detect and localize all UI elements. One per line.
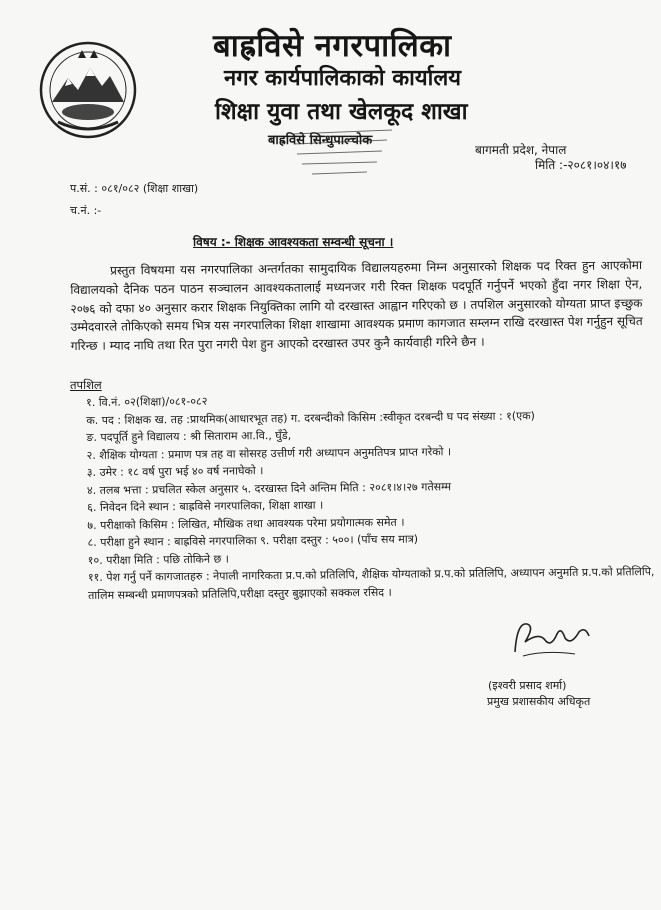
- section-name: शिक्षा युवा तथा खेलकूद शाखा: [215, 99, 468, 125]
- municipality-emblem-icon: [38, 40, 138, 140]
- list-item: ८. परीक्षा हुने स्थान : बाह्रविसे नगरपालिका ९. परीक्षा दस्तुर : ५००। (पाँच सय मात्र): [87, 532, 419, 549]
- list-item: ७. परीक्षाको किसिम : लिखित, मौखिक तथा आवश्यक परेमा प्रयोगात्मक समेत ।: [87, 515, 405, 532]
- notice-subject: विषय :- शिक्षक आवश्यकता सम्वन्धी सूचना ।: [193, 235, 394, 249]
- office-name: नगर कार्यपालिकाको कार्यालय: [224, 66, 461, 91]
- list-item: ङ. पदपूर्ति हुने विद्यालय : श्री सिताराम आ.वि., घुँडे,: [86, 428, 292, 444]
- details-list: [86, 388, 658, 604]
- signatory-name: (इश्वरी प्रसाद शर्मा): [488, 679, 567, 692]
- province-address: बागमती प्रदेश, नेपाल: [475, 143, 567, 157]
- notice-body: [70, 256, 643, 356]
- list-item: १. वि.नं. ०२(शिक्षा)/०८१-०८२: [86, 394, 208, 409]
- municipality-name: बाह्रविसे नगरपालिका: [213, 28, 452, 64]
- office-address: बाह्रविसे सिन्धुपाल्चोक: [268, 133, 373, 148]
- signature-icon: [505, 612, 595, 662]
- office-stamp-icon: [282, 126, 402, 186]
- list-item: ३. उमेर : १८ वर्ष पुरा भई ४० वर्ष ननाघेको ।: [86, 464, 264, 479]
- list-item: ६. निवेदन दिने स्थान : बाह्रविसे नगरपालिका, शिक्षा शाखा ।: [87, 498, 324, 514]
- notice-date: मिति :-२०८१।०४।१७: [535, 158, 627, 172]
- chalani-number: च.नं. :-: [70, 204, 102, 217]
- body-text: प्रस्तुत विषयमा यस नगरपालिका अन्तर्गतका सामुदायिक विद्यालयहरुमा निम्न अनुसारको शिक्षक पद रिक्त हुन आएकोमा विद्यालयको दैनिक पठन पाठन सञ्चालन आवश्यकतालाई मध्यनजर गरी रिक्त शिक्षक पदपूर्ति गर्नुपर्ने भएकाे हुँदा नगर शिक्षा ऐन, २०७६ को दफा ४० अनुसार करार शिक्षक नियुक्तिका लागि यो दरखास्त आह्वान गरिएको छ । तपशिल अनुसारको योग्यता प्राप्त इच्छुक उम्मेदवारले तोकिएको समय भित्र यस नगरपालिका शिक्षा शाखामा आवश्यक प्रमाण कागजात सम्लग्न राखि दरखास्त पेश गर्नुहुन सूचित गरिन्छ । म्याद नाघि तथा रित पुरा नगरी पेश हुन आएको दरखास्त उपर कुनै कार्यवाही गरिने छैन ।: [70, 258, 643, 354]
- list-item: २. शैक्षिक योग्यता : प्रमाण पत्र तह वा सोसरह उत्तीर्ण गरी अध्यापन अनुमतिपत्र प्राप्त गरेको ।: [86, 444, 452, 462]
- list-item: क. पद : शिक्षक ख. तह :प्राथमिक(आधारभूत तह) ग. दरबन्दीको किसिम :स्वीकृत दरबन्दी घ पद संख्या : १(एक): [86, 408, 536, 427]
- signatory-title: प्रमुख प्रशासकीय अधिकृत: [487, 695, 591, 708]
- list-item: १०. परीक्षा मिति : पछि तोकिने छ ।: [87, 552, 230, 567]
- tapashil-heading: तपशिल: [70, 378, 102, 392]
- list-item: ११. पेश गर्नु पर्ने कागजातहरु : नेपाली नागरिकता प्र.प.को प्रतिलिपि, शैक्षिक योग्यताको प्र.प.को प्रतिलिपि, अध्यापन अनुमति प्र.प.को प्रतिलिपि, तालिम सम्बन्धी प्रमाणपत्रको प्रतिलिपि,परीक्षा दस्तुर बुझाएको सक्कल रसिद ।: [87, 565, 655, 602]
- patra-sankhya: प.सं. : ०८१/०८२ (शिक्षा शाखा): [70, 182, 199, 195]
- list-item: ४. तलब भत्ता : प्रचलित स्केल अनुसार ५. दरखास्त दिने अन्तिम मिति : २०८१।४।२७ गतेसम्म: [86, 479, 452, 497]
